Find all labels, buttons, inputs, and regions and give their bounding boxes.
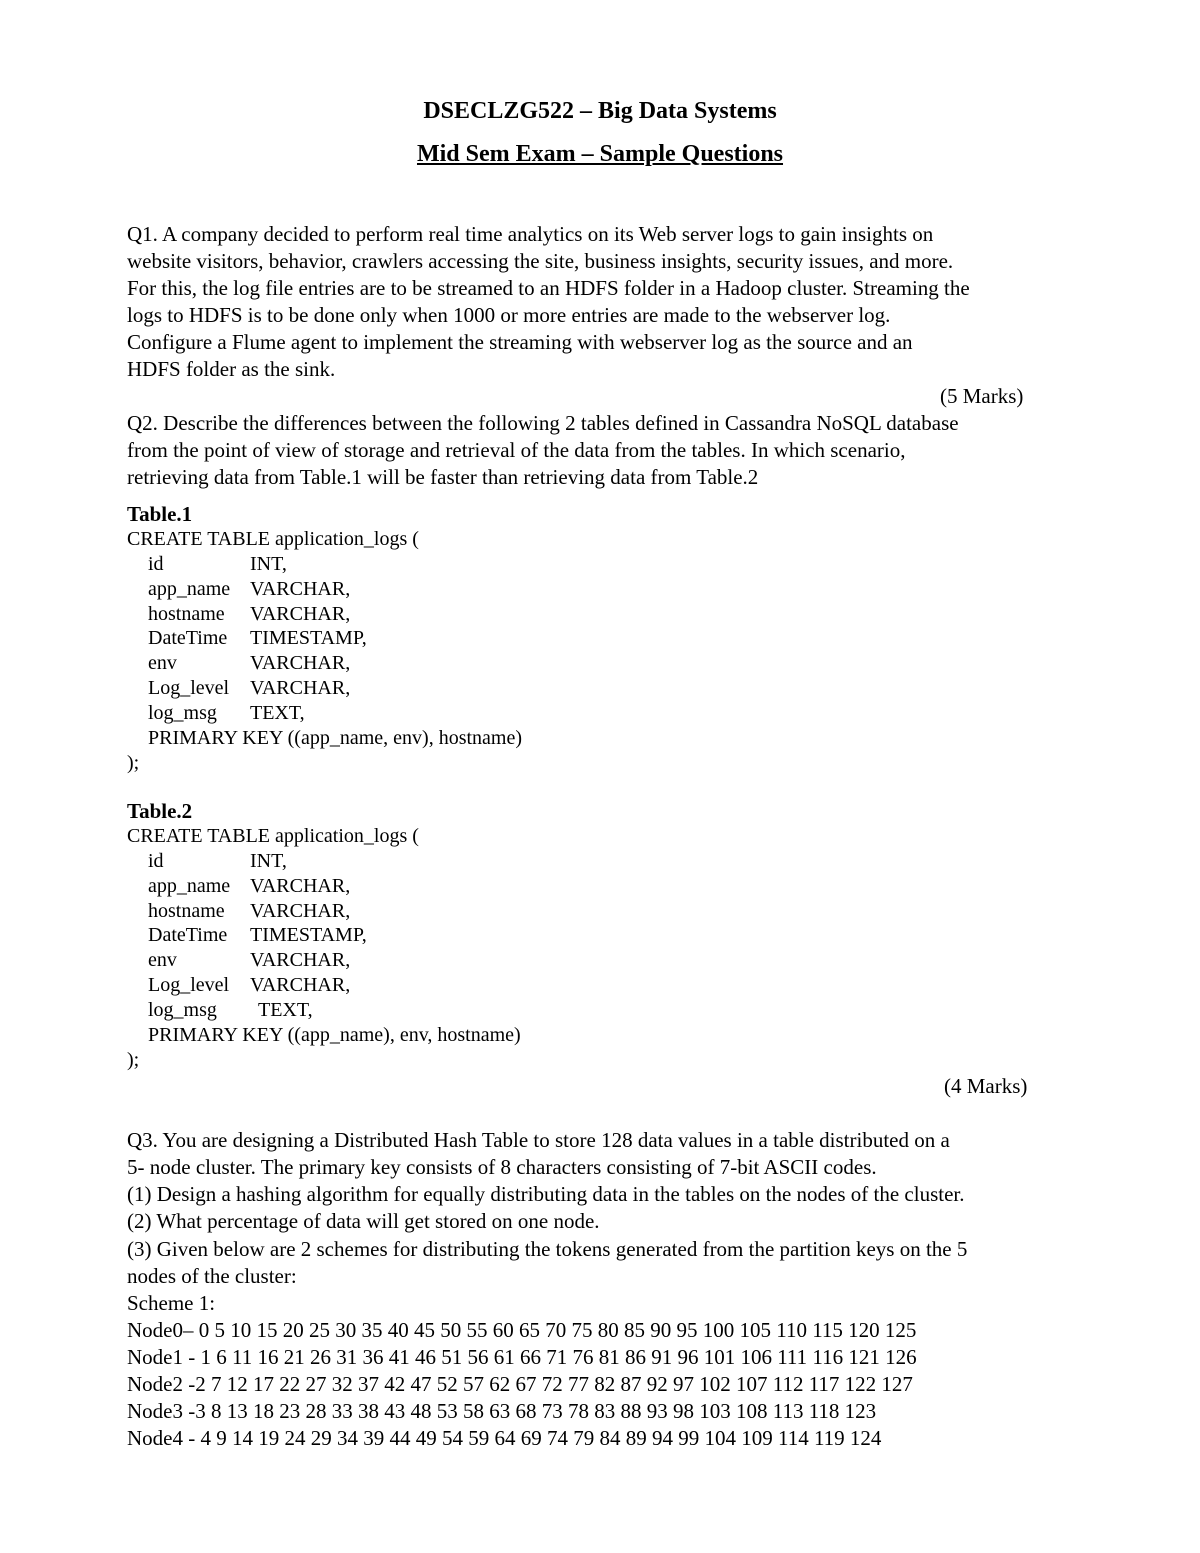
column-name: DateTime xyxy=(148,924,228,946)
table-1-heading: Table.1 xyxy=(127,502,193,526)
column-name: id xyxy=(148,850,164,872)
column-name: log_msg xyxy=(148,999,217,1021)
q1-line: website visitors, behavior, crawlers accessing the site, business insights, security issues, and more. xyxy=(127,249,954,273)
column-type: VARCHAR, xyxy=(250,603,351,625)
table-2-heading: Table.2 xyxy=(127,799,193,823)
column-name: env xyxy=(148,652,177,674)
q2-marks: (4 Marks) xyxy=(944,1074,1028,1098)
exam-title: Mid Sem Exam – Sample Questions xyxy=(416,141,784,167)
q2-line: retrieving data from Table.1 will be faster than retrieving data from Table.2 xyxy=(127,465,759,489)
node-token-row: Node0– 0 5 10 15 20 25 30 35 40 45 50 55 60 65 70 75 80 85 90 95 100 105 110 115 120 125 xyxy=(127,1318,917,1342)
q1-line: HDFS folder as the sink. xyxy=(127,357,336,381)
column-name: app_name xyxy=(148,875,231,897)
column-type: TIMESTAMP, xyxy=(250,924,367,946)
column-type: VARCHAR, xyxy=(250,652,351,674)
column-type: VARCHAR, xyxy=(250,949,351,971)
column-type: VARCHAR, xyxy=(250,875,351,897)
primary-key: PRIMARY KEY ((app_name, env), hostname) xyxy=(148,727,523,749)
node-token-row: Node4 - 4 9 14 19 24 29 34 39 44 49 54 59 64 69 74 79 84 89 94 99 104 109 114 119 124 xyxy=(127,1426,882,1450)
column-name: hostname xyxy=(148,603,225,625)
q3-line: (1) Design a hashing algorithm for equally distributing data in the tables on the nodes of the cluster. xyxy=(127,1182,965,1206)
q2-line: Q2. Describe the differences between the following 2 tables defined in Cassandra NoSQL database xyxy=(127,411,959,435)
close-statement: ); xyxy=(127,1049,140,1071)
q3-line: 5- node cluster. The primary key consists of 8 characters consisting of 7-bit ASCII codes. xyxy=(127,1155,877,1179)
column-name: Log_level xyxy=(148,974,230,996)
column-type: TEXT, xyxy=(258,999,313,1021)
column-type: VARCHAR, xyxy=(250,677,351,699)
q1-line: logs to HDFS is to be done only when 1000 or more entries are made to the webserver log. xyxy=(127,303,891,327)
q1-marks: (5 Marks) xyxy=(940,384,1024,408)
column-type: VARCHAR, xyxy=(250,974,351,996)
column-name: log_msg xyxy=(148,702,217,724)
primary-key: PRIMARY KEY ((app_name), env, hostname) xyxy=(148,1024,521,1046)
column-name: id xyxy=(148,553,164,575)
q3-line: nodes of the cluster: xyxy=(127,1264,297,1288)
column-type: INT, xyxy=(250,553,287,575)
column-type: TIMESTAMP, xyxy=(250,627,367,649)
node-token-row: Node2 -2 7 12 17 22 27 32 37 42 47 52 57 62 67 72 77 82 87 92 97 102 107 112 117 122 127 xyxy=(127,1372,913,1396)
column-name: app_name xyxy=(148,578,231,600)
column-type: INT, xyxy=(250,850,287,872)
q2-line: from the point of view of storage and retrieval of the data from the tables. In which scenario, xyxy=(127,438,906,462)
q1-line: For this, the log file entries are to be streamed to an HDFS folder in a Hadoop cluster. Streaming the xyxy=(127,276,970,300)
column-name: hostname xyxy=(148,900,225,922)
q3-line: (2) What percentage of data will get stored on one node. xyxy=(127,1209,600,1233)
close-statement: ); xyxy=(127,752,140,774)
create-statement: CREATE TABLE application_logs ( xyxy=(127,528,419,550)
column-name: env xyxy=(148,949,177,971)
column-type: VARCHAR, xyxy=(250,578,351,600)
node-token-row: Node3 -3 8 13 18 23 28 33 38 43 48 53 58 63 68 73 78 83 88 93 98 103 108 113 118 123 xyxy=(127,1399,877,1423)
column-name: DateTime xyxy=(148,627,228,649)
q1-line: Q1. A company decided to perform real time analytics on its Web server logs to gain insights on xyxy=(127,222,934,246)
q3-line: Q3. You are designing a Distributed Hash Table to store 128 data values in a table distributed on a xyxy=(127,1128,950,1152)
node-token-row: Node1 - 1 6 11 16 21 26 31 36 41 46 51 56 61 66 71 76 81 86 91 96 101 106 111 116 121 126 xyxy=(127,1345,917,1369)
column-name: Log_level xyxy=(148,677,230,699)
q3-line: (3) Given below are 2 schemes for distributing the tokens generated from the partition keys on the 5 xyxy=(127,1237,968,1261)
q1-line: Configure a Flume agent to implement the streaming with webserver log as the source and an xyxy=(127,330,913,354)
column-type: TEXT, xyxy=(250,702,305,724)
scheme-label: Scheme 1: xyxy=(127,1291,216,1315)
column-type: VARCHAR, xyxy=(250,900,351,922)
create-statement: CREATE TABLE application_logs ( xyxy=(127,825,419,847)
course-title: DSECLZG522 – Big Data Systems xyxy=(423,98,777,124)
